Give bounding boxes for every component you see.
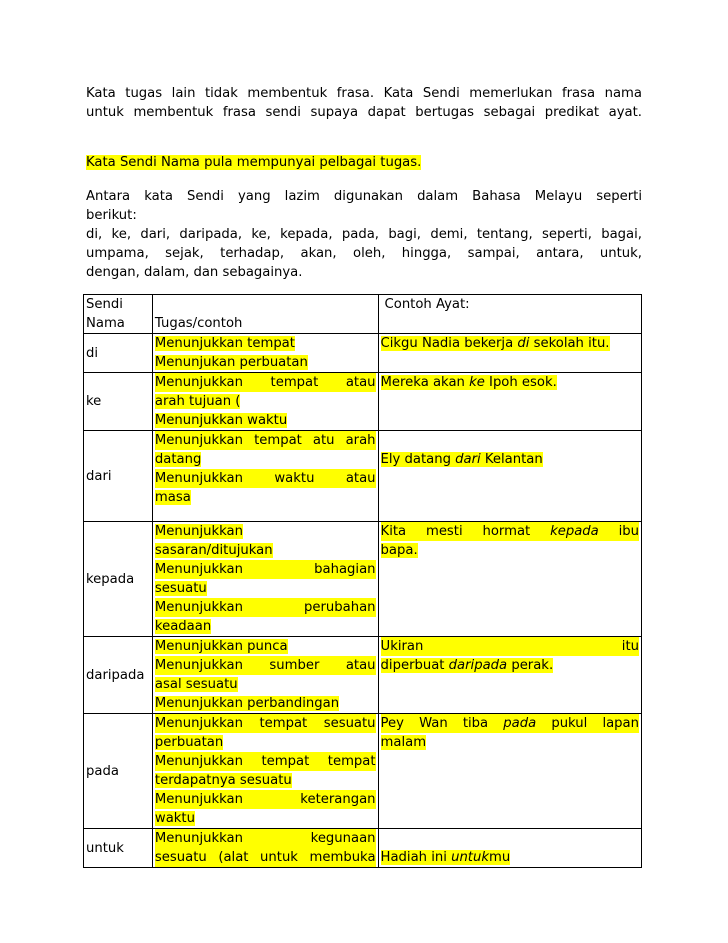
sendi-cell: pada [84, 714, 153, 829]
header-sendi-nama: Sendi Nama [84, 295, 153, 334]
sendi-cell: ke [84, 373, 153, 431]
sendi-cell: dari [84, 431, 153, 522]
table-row [84, 373, 642, 431]
sendi-cell: kepada [84, 522, 153, 637]
sendi-cell: untuk [84, 829, 153, 868]
table-row [84, 334, 642, 373]
table-header-row [84, 295, 642, 334]
tugas-cell: Menunjukkan tempat sesuatu perbuatan Menunjukkan tempat tempat terdapatnya sesuatu Menunjukkan keterangan waktu [152, 714, 378, 829]
tugas-cell: Menunjukkan kegunaan sesuatu (alat untuk membuka [152, 829, 378, 868]
kata-sendi-table [83, 294, 642, 868]
tugas-cell: Menunjukkan sasaran/ditujukan Menunjukkan bahagian sesuatu Menunjukkan perubahan keadaan [152, 522, 378, 637]
tugas-cell: Menunjukkan tempat Menunjukan perbuatan [152, 334, 378, 373]
contoh-cell: Kita mesti hormat kepada ibu bapa. [378, 522, 641, 637]
contoh-cell: Pey Wan tiba pada pukul lapan malam [378, 714, 641, 829]
contoh-cell: Hadiah ini untukmu [378, 829, 641, 868]
contoh-cell: Mereka akan ke Ipoh esok. [378, 373, 641, 431]
antara-line: umpama, sejak, terhadap, akan, oleh, hingga, sampai, antara, untuk, [86, 246, 642, 261]
header-contoh-ayat: Contoh Ayat: [378, 295, 641, 334]
antara-line: dengan, dalam, dan sebagainya. [86, 265, 303, 280]
table-row [84, 714, 642, 829]
antara-line: berikut: [86, 208, 137, 223]
header-tugas: Tugas/contoh [152, 295, 378, 334]
antara-line: Antara kata Sendi yang lazim digunakan dalam Bahasa Melayu seperti [86, 189, 642, 204]
intro-paragraph [86, 84, 642, 122]
contoh-cell: Ely datang dari Kelantan [378, 431, 641, 522]
antara-line: di, ke, dari, daripada, ke, kepada, pada, bagi, demi, tentang, seperti, bagai, [86, 227, 642, 242]
table-row [84, 637, 642, 714]
highlighted-statement: Kata Sendi Nama pula mempunyai pelbagai tugas. [86, 155, 422, 170]
sendi-cell: daripada [84, 637, 153, 714]
contoh-cell: Ukiran itu diperbuat daripada perak. [378, 637, 641, 714]
tugas-cell: Menunjukkan tempat atu arah datang Menunjukkan waktu atau masa [152, 431, 378, 522]
intro-line: untuk membentuk frasa sendi supaya dapat bertugas sebagai predikat ayat. [86, 105, 642, 120]
antara-paragraph [86, 187, 642, 282]
table-row [84, 431, 642, 522]
tugas-cell: Menunjukkan punca Menunjukkan sumber atau asal sesuatu Menunjukkan perbandingan [152, 637, 378, 714]
table-row [84, 829, 642, 868]
intro-line: Kata tugas lain tidak membentuk frasa. Kata Sendi memerlukan frasa nama [86, 86, 642, 101]
table-row [84, 522, 642, 637]
sendi-cell: di [84, 334, 153, 373]
tugas-cell: Menunjukkan tempat atau arah tujuan ( Menunjukkan waktu [152, 373, 378, 431]
contoh-cell: Cikgu Nadia bekerja di sekolah itu. [378, 334, 641, 373]
